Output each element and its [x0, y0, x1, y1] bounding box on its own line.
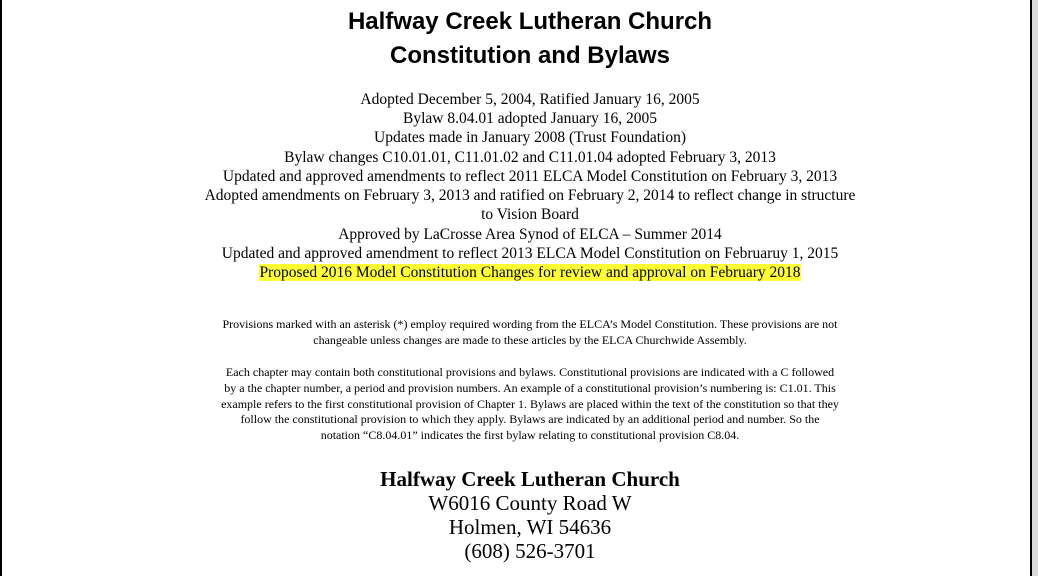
history-line: Bylaw 8.04.01 adopted January 16, 2005 — [403, 110, 657, 127]
history-line: Updates made in January 2008 (Trust Foundation) — [374, 129, 686, 146]
numbering-note-line: follow the constitutional provision to which they apply. Bylaws are indicated by an additional period and number. So the — [240, 412, 820, 426]
address-street: W6016 County Road W — [428, 491, 632, 515]
history-line: Adopted amendments on February 3, 2013 and ratified on February 2, 2014 to reflect change in structure — [204, 187, 856, 204]
asterisk-note-line: changeable unless changes are made to these articles by the ELCA Churchwide Assembly. — [313, 333, 747, 347]
history-line: Adopted December 5, 2004, Ratified January 16, 2005 — [360, 91, 700, 108]
document-title: Halfway Creek Lutheran Church — [347, 8, 713, 35]
history-line: Bylaw changes C10.01.01, C11.01.02 and C11.01.04 adopted February 3, 2013 — [284, 149, 776, 166]
highlighted-proposal: Proposed 2016 Model Constitution Changes for review and approval on February 2018 — [259, 264, 801, 281]
numbering-note-line: Each chapter may contain both constitutional provisions and bylaws. Constitutional provisions are indicated with a C followed — [225, 365, 835, 379]
highlighted-line-wrap — [2, 263, 1038, 282]
document-subtitle: Constitution and Bylaws — [389, 42, 670, 69]
history-line: Approved by LaCrosse Area Synod of ELCA – Summer 2014 — [338, 226, 722, 243]
history-line: to Vision Board — [481, 206, 579, 223]
address-city: Holmen, WI 54636 — [448, 515, 612, 539]
numbering-note-line: notation “C8.04.01” indicates the first bylaw relating to constitutional provision C8.04. — [320, 428, 740, 442]
history-line: Updated and approved amendment to reflect 2013 ELCA Model Constitution on Februaruy 1, 2015 — [221, 245, 839, 262]
asterisk-note-line: Provisions marked with an asterisk (*) employ required wording from the ELCA’s Model Constitution. These provisions are not — [222, 317, 838, 331]
numbering-note-line: example refers to the first constitutional provision of Chapter 1. Bylaws are placed within the text of the constitution so that they — [221, 397, 839, 411]
numbering-note-line: by a the chapter number, a period and provision numbers. An example of a constitutional provision’s numbering is: C1.01. This — [224, 381, 836, 395]
document-page — [2, 0, 1030, 576]
address-phone: (608) 526-3701 — [464, 539, 596, 563]
history-line: Updated and approved amendments to reflect 2011 ELCA Model Constitution on February 3, 2013 — [222, 168, 838, 185]
address-church-name: Halfway Creek Lutheran Church — [380, 467, 680, 491]
